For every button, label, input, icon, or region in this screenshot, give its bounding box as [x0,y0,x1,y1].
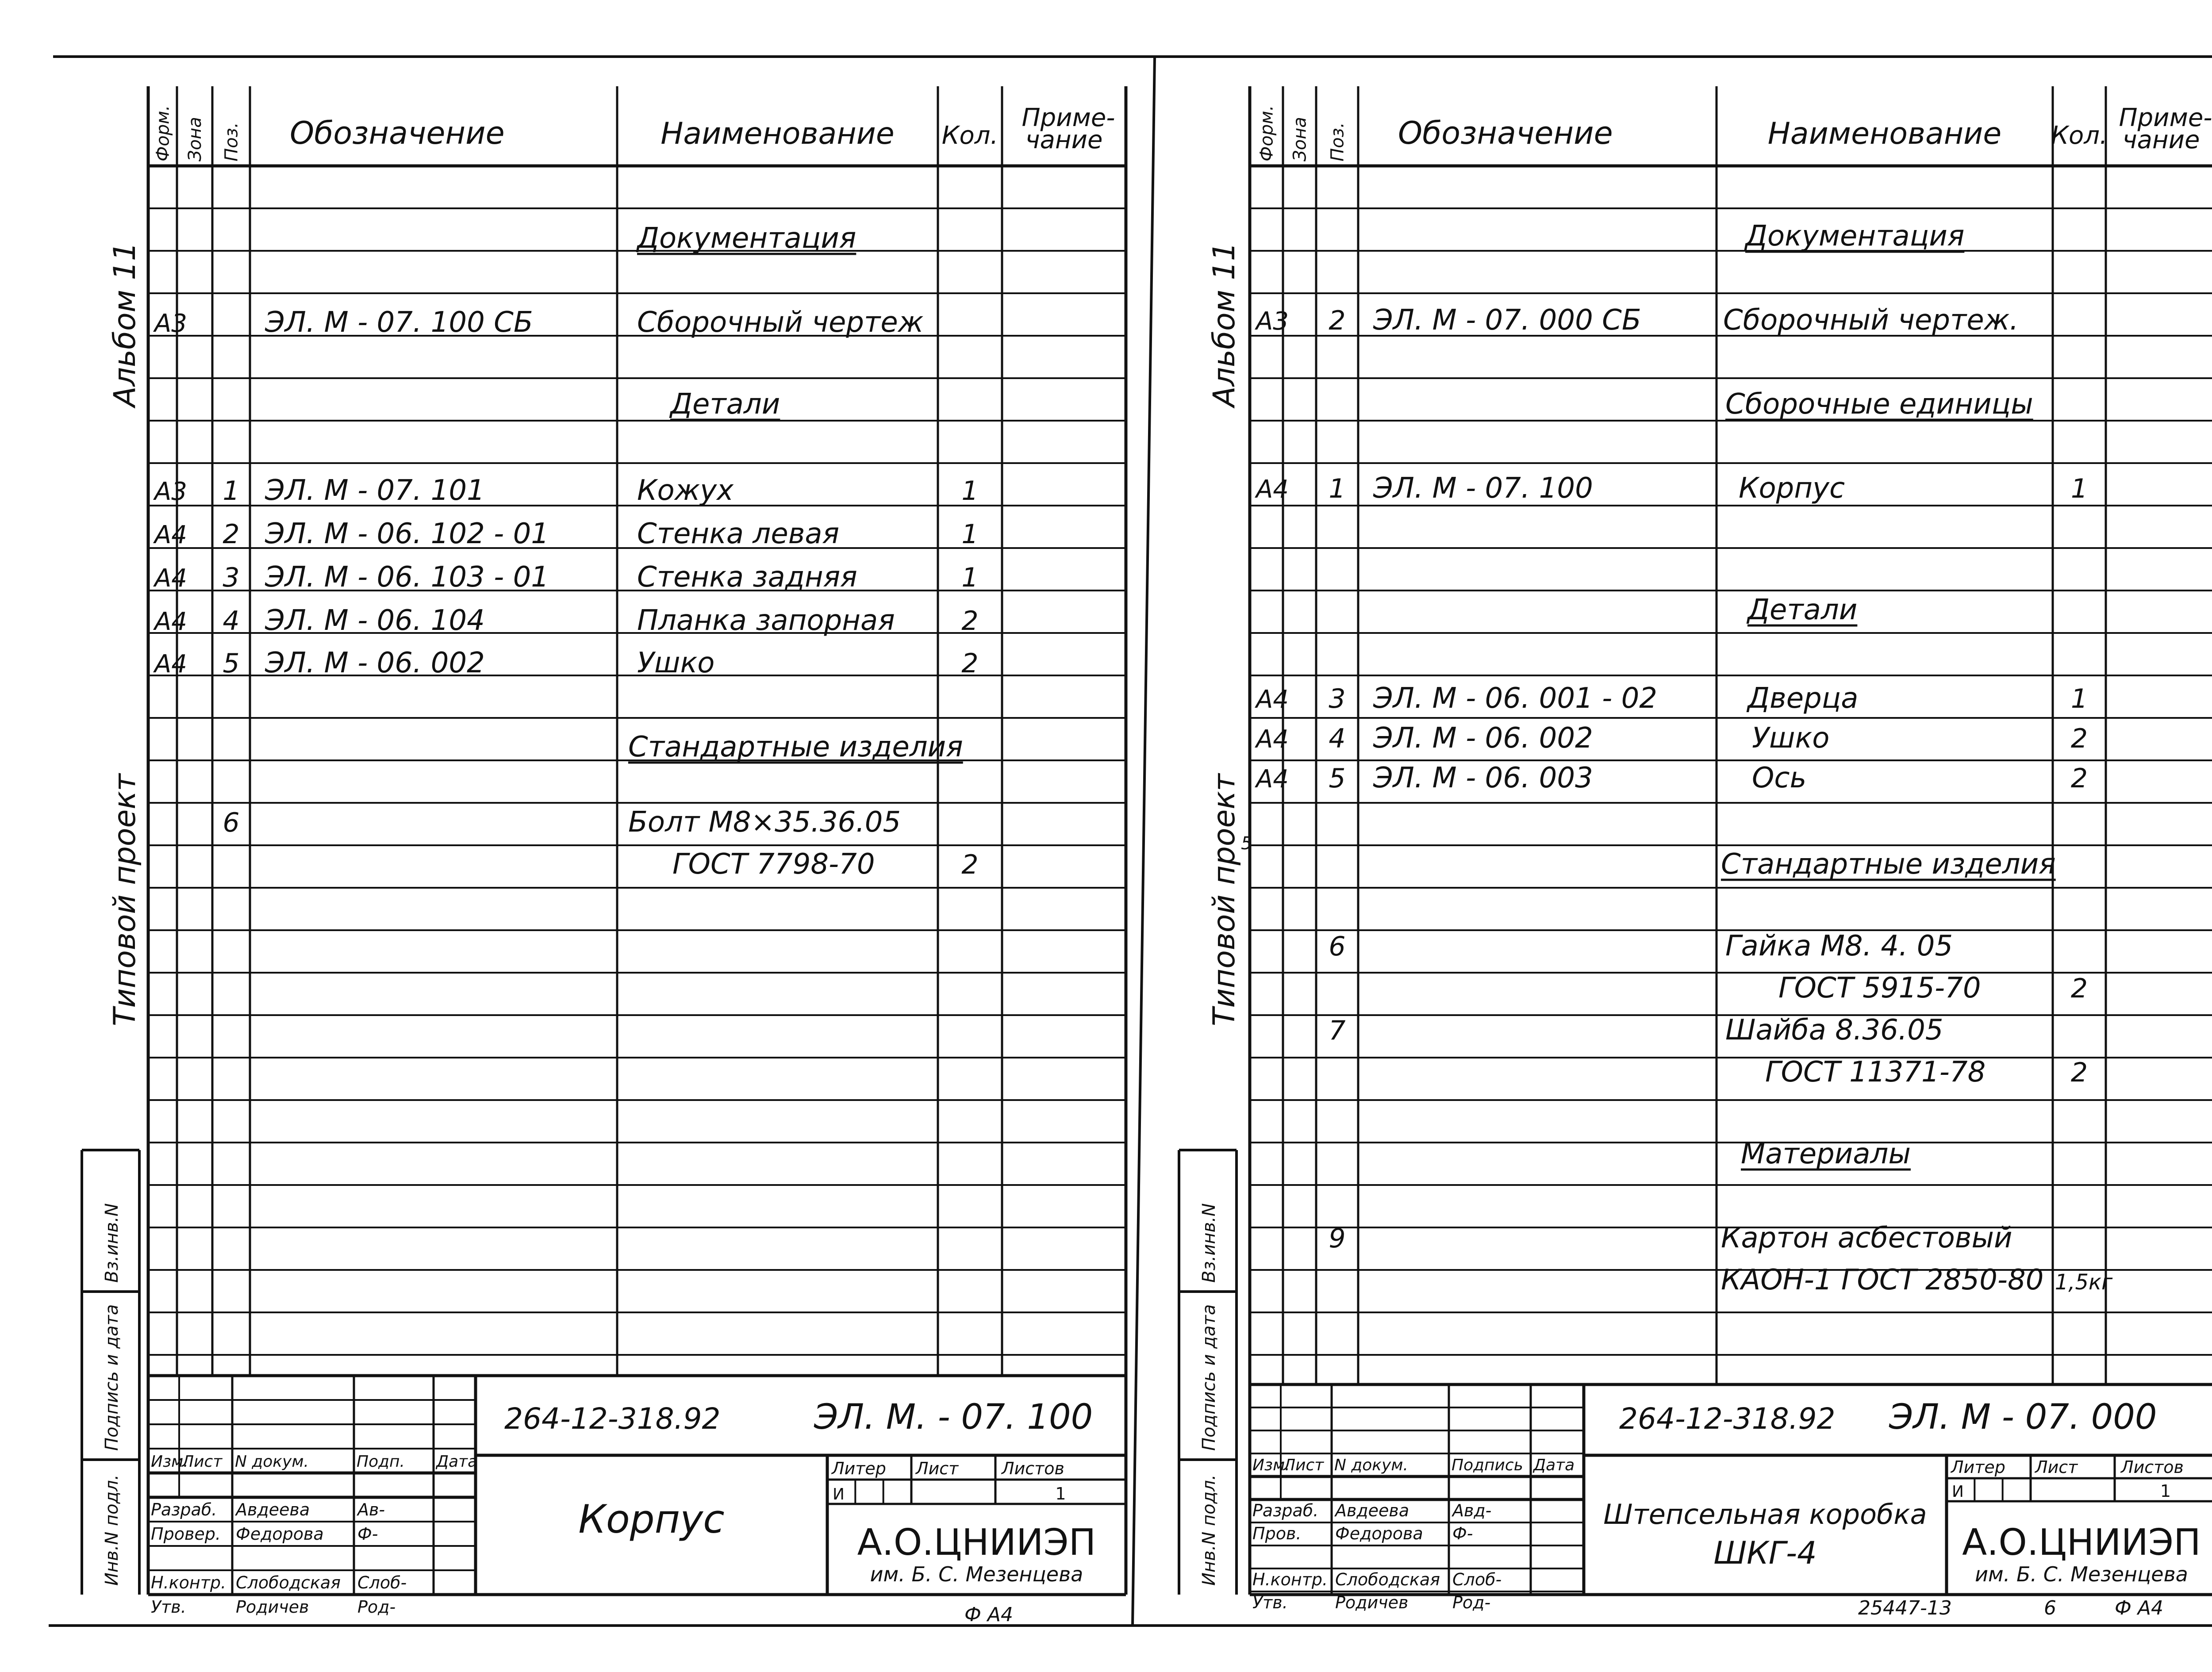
album-label: Альбом 11 [108,242,142,407]
replacement-inventory-label: Вз.инв.N [1199,1203,1219,1283]
section-heading: Документация [637,222,856,255]
row-position: 2 [223,519,240,550]
row-designation: ЭЛ. М - 07. 101 [265,474,485,507]
section-heading: Сборочные единицы [1725,388,2033,421]
archive-page: 6 [2044,1597,2056,1619]
header-position: Поз. [1327,122,1348,161]
row-name: Гайка М8. 4. 05 [1725,930,1953,963]
title-block-signature: Ф- [1452,1524,1473,1543]
title-block-signature: Род- [1452,1593,1491,1612]
header-quantity: Кол. [2051,121,2108,150]
document-designation: ЭЛ. М - 07. 000 [1889,1397,2157,1437]
organisation-name: А.О.ЦНИИЭП [857,1522,1096,1564]
header-designation: Обозначение [1398,115,1613,151]
row-position: 7 [1329,1015,1346,1046]
title-block-signature: Слоб- [1452,1570,1502,1589]
row-quantity: 2 [961,606,979,637]
row-quantity: 1 [961,562,979,593]
row-name: Ушко [637,647,715,679]
format-label: Ф А4 [2115,1597,2163,1619]
row-quantity: 1,5кг [2055,1270,2113,1295]
product-name: Корпус [578,1496,725,1542]
row-position: 2 [1329,305,1346,336]
title-block-signature: Авд- [1452,1501,1492,1520]
title-block-person: Слободская [1335,1570,1440,1589]
sheet-divider-line [1133,57,1155,1626]
header-designation: Обозначение [290,115,505,151]
row-quantity: 1 [961,476,979,506]
section-heading: Детали [1747,594,1858,626]
inventory-number-label: Инв.N подл. [1199,1474,1219,1586]
row-name: Сборочный чертеж. [1723,304,2019,337]
title-block-column-header: N докум. [1334,1456,1408,1474]
title-block-signature: Слоб- [357,1573,407,1592]
row-designation: ЭЛ. М - 07. 000 СБ [1373,304,1641,337]
row-designation: ЭЛ. М - 06. 102 - 01 [265,518,549,550]
row-position: 5 [1329,763,1346,794]
right-specification-sheet [1179,86,2212,1612]
header-position: Поз. [221,122,242,161]
replacement-inventory-label: Вз.инв.N [102,1203,122,1283]
header-format: Форм. [1256,105,1277,161]
row-name: ГОСТ 7798-70 [672,848,875,881]
section-heading: Детали [670,388,780,421]
row-format: А4 [1256,765,1289,794]
row-position: 6 [223,807,240,838]
row-format: А4 [1256,475,1289,504]
row-designation: ЭЛ. М - 06. 104 [265,604,485,637]
header-note: Приме- [1022,104,1115,132]
title-block-role: Утв. [1252,1593,1288,1612]
row-format: А4 [154,650,187,679]
row-name: Стенка левая [637,518,840,550]
title-block-signature: Род- [357,1597,396,1617]
row-position: 4 [1329,723,1346,754]
header-name: Наименование [1767,116,2002,151]
row-format: А4 [1256,725,1289,754]
row-name: Кожух [637,474,733,507]
row-designation: ЭЛ. М - 07. 100 [1373,472,1593,505]
row-quantity: 1 [2070,683,2088,714]
sheets-value: 1 [1055,1484,1066,1503]
header-note: чание [2122,126,2200,154]
row-designation: ЭЛ. М - 07. 100 СБ [265,306,533,339]
liter-label: Литер [1951,1457,2005,1477]
title-block-role: Н.контр. [1252,1570,1328,1589]
row-quantity: 2 [961,648,979,679]
title-block-person: Авдеева [236,1500,310,1519]
row-name: Дверца [1747,682,1859,715]
sheets-value: 1 [2160,1481,2171,1501]
row-name: Ось [1752,762,1807,794]
row-format: А3 [154,309,187,338]
row-position: 6 [1329,931,1346,962]
row-position: 3 [1329,683,1346,714]
title-block-person: Родичев [1335,1593,1409,1612]
left-specification-sheet [82,86,1126,1617]
row-format: А4 [154,607,187,636]
title-block-column-header: Изм. [1252,1456,1290,1474]
liter-value: И [833,1485,845,1503]
sheets-label: Листов [1002,1459,1064,1478]
archive-number: 25447-13 [1858,1597,1952,1619]
row-name: Болт М8×35.36.05 [628,806,901,839]
title-block-column-header: Лист [1283,1456,1324,1474]
header-format: Форм. [153,105,173,161]
row-position: 9 [1329,1223,1346,1254]
section-heading: Стандартные изделия [1721,848,2056,881]
title-block-role: Разраб. [151,1500,217,1519]
format-label: Ф А4 [964,1603,1013,1626]
row-format: А4 [154,564,187,593]
row-designation: ЭЛ. М - 06. 002 [1373,722,1593,755]
row-name: Ушко [1752,722,1830,755]
row-position: 3 [223,562,240,593]
side-mark: 5 [1241,833,1252,854]
row-designation: ЭЛ. М - 06. 002 [265,647,485,679]
sheet-frame [49,57,2212,1626]
section-heading: Документация [1745,220,1965,253]
section-heading: Материалы [1741,1138,1911,1170]
row-quantity: 2 [961,849,979,880]
project-type-label: Типовой проект [108,773,142,1026]
sheet-label: Лист [916,1459,959,1478]
organisation-subtitle: им. Б. С. Мезенцева [1975,1562,2188,1586]
header-name: Наименование [661,116,895,151]
title-block-person: Родичев [236,1597,309,1617]
project-type-label: Типовой проект [1207,773,1242,1026]
title-block-person: Слободская [236,1573,341,1592]
row-format: А3 [154,477,187,506]
title-block-signature: Ав- [357,1500,385,1519]
row-position: 5 [223,648,240,679]
signature-date-label: Подпись и дата [102,1304,122,1451]
title-block-column-header: Дата [436,1453,478,1471]
title-block-role: Н.контр. [151,1573,227,1592]
product-name: ШКГ-4 [1713,1535,1817,1571]
album-label: Альбом 11 [1207,242,1242,407]
liter-value: И [1952,1483,1964,1501]
sheet-label: Лист [2035,1457,2078,1477]
row-format: А4 [154,521,187,549]
signature-date-label: Подпись и дата [1199,1304,1219,1451]
title-block-signature: Ф- [357,1524,378,1544]
title-block-column-header: N докум. [235,1453,309,1471]
row-name: Сборочный чертеж [637,306,924,339]
header-note: Приме- [2119,104,2212,132]
title-block-role: Пров. [1252,1524,1302,1543]
header-note: чание [1025,126,1103,154]
row-designation: ЭЛ. М - 06. 003 [1373,762,1593,794]
row-position: 4 [223,606,240,637]
product-name: Штепсельная коробка [1603,1498,1927,1530]
row-name: Стенка задняя [637,561,857,594]
row-name: Корпус [1739,472,1845,505]
title-block-column-header: Лист [182,1453,223,1471]
row-name: КАОН-1 ГОСТ 2850-80 [1721,1264,2044,1296]
row-name: Планка запорная [637,604,895,637]
section-heading: Стандартные изделия [628,731,963,763]
row-name: ГОСТ 5915-70 [1778,972,1981,1005]
title-block-person: Федорова [236,1524,324,1544]
row-quantity: 2 [2070,973,2088,1004]
row-quantity: 2 [2070,763,2088,794]
title-block-role: Провер. [151,1524,221,1544]
title-block-person: Авдеева [1335,1501,1409,1520]
title-block-person: Федорова [1335,1524,1423,1543]
row-format: А4 [1256,685,1289,714]
organisation-name: А.О.ЦНИИЭП [1962,1522,2201,1564]
row-quantity: 2 [2070,723,2088,754]
row-name: Шайба 8.36.05 [1725,1014,1943,1047]
header-zone: Зона [185,117,205,161]
row-quantity: 1 [2070,473,2088,504]
liter-label: Литер [832,1459,886,1478]
row-designation: ЭЛ. М - 06. 103 - 01 [265,561,549,594]
document-code: 264-12-318.92 [504,1402,721,1436]
title-block-role: Утв. [151,1597,186,1617]
row-position: 1 [1329,473,1346,504]
document-designation: ЭЛ. М. - 07. 100 [814,1397,1093,1437]
row-quantity: 2 [2070,1057,2088,1088]
row-name: Картон асбестовый [1721,1222,2012,1254]
organisation-subtitle: им. Б. С. Мезенцева [870,1562,1083,1586]
row-position: 1 [223,476,240,506]
title-block-column-header: Подп. [357,1453,405,1471]
row-format: А3 [1256,307,1289,336]
title-block-column-header: Дата [1533,1456,1575,1474]
row-designation: ЭЛ. М - 06. 001 - 02 [1373,682,1657,715]
inventory-number-label: Инв.N подл. [102,1474,122,1586]
row-name: ГОСТ 11371-78 [1765,1056,1986,1089]
document-code: 264-12-318.92 [1619,1402,1836,1436]
header-zone: Зона [1290,117,1310,161]
header-quantity: Кол. [941,121,998,150]
sheets-label: Листов [2121,1457,2184,1477]
title-block-role: Разраб. [1252,1501,1319,1520]
title-block-column-header: Изм. [151,1453,188,1471]
row-quantity: 1 [961,519,979,550]
title-block-column-header: Подпись [1452,1456,1523,1474]
